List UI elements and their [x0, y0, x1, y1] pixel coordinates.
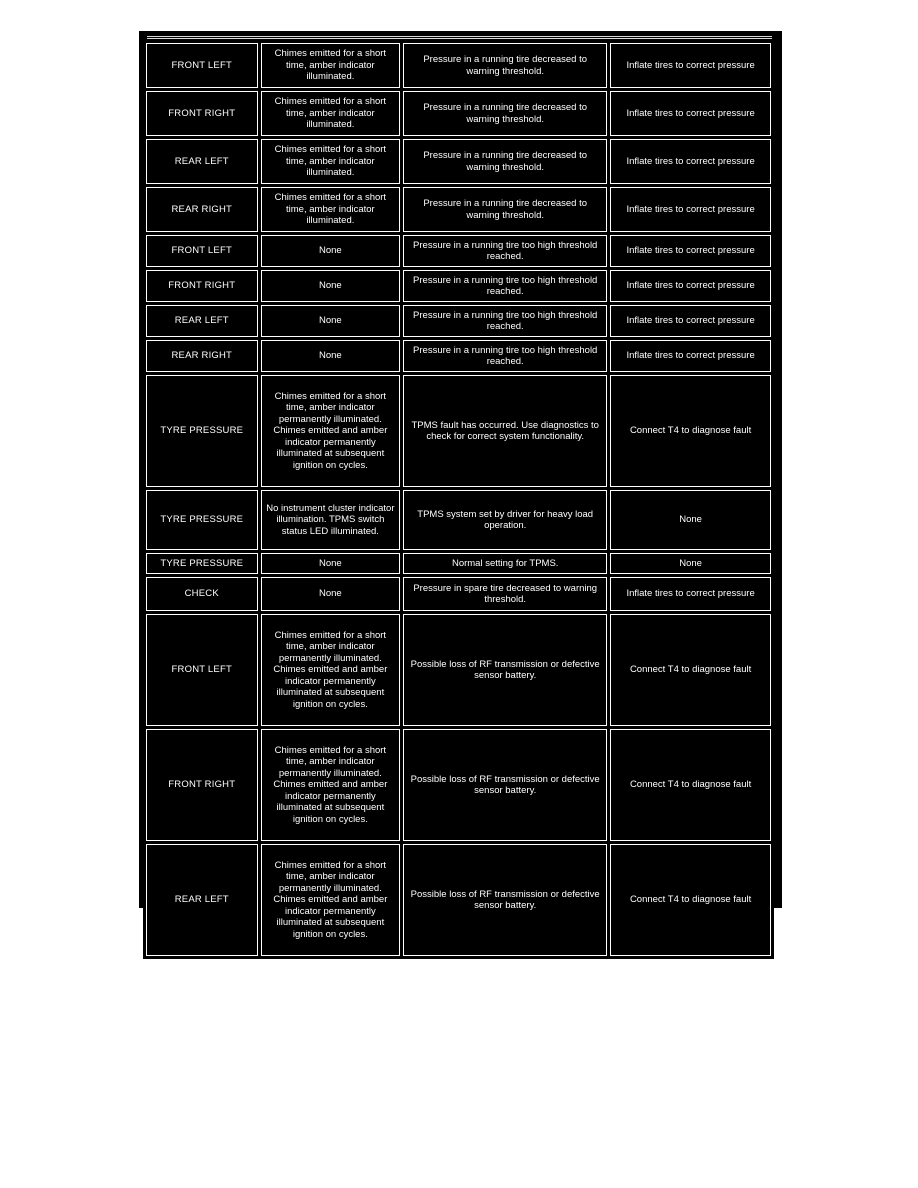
table-row — [146, 91, 771, 136]
cell-cause: TPMS system set by driver for heavy load operation. — [403, 490, 607, 550]
cell-action: Inflate tires to correct pressure — [610, 43, 771, 88]
table-top-rule-secondary — [147, 38, 772, 39]
cell-location: FRONT RIGHT — [146, 270, 258, 302]
cell-cause: Possible loss of RF transmission or defective sensor battery. — [403, 844, 607, 956]
cell-location: REAR LEFT — [146, 139, 258, 184]
tpms-warning-table — [143, 40, 774, 959]
table-row — [146, 577, 771, 611]
cell-location: FRONT RIGHT — [146, 729, 258, 841]
table-row — [146, 340, 771, 372]
table-row — [146, 139, 771, 184]
table-body — [146, 43, 771, 956]
cell-indication: Chimes emitted for a short time, amber indicator illuminated. — [261, 139, 401, 184]
cell-action: Inflate tires to correct pressure — [610, 235, 771, 267]
cell-cause: Pressure in a running tire decreased to warning threshold. — [403, 187, 607, 232]
table-row — [146, 844, 771, 956]
cell-cause: Possible loss of RF transmission or defective sensor battery. — [403, 614, 607, 726]
cell-indication: Chimes emitted for a short time, amber indicator illuminated. — [261, 43, 401, 88]
cell-action: Inflate tires to correct pressure — [610, 139, 771, 184]
table-top-rule — [147, 36, 772, 37]
cell-action: Inflate tires to correct pressure — [610, 91, 771, 136]
cell-indication: Chimes emitted for a short time, amber indicator permanently illuminated. Chimes emitted and amber indicator permanently illuminated at subsequent ignition on cycles. — [261, 614, 401, 726]
cell-indication: None — [261, 235, 401, 267]
cell-indication: Chimes emitted for a short time, amber indicator permanently illuminated. Chimes emitted and amber indicator permanently illuminated at subsequent ignition on cycles. — [261, 729, 401, 841]
table-row — [146, 305, 771, 337]
cell-indication: None — [261, 553, 401, 574]
cell-cause: Pressure in a running tire decreased to warning threshold. — [403, 139, 607, 184]
cell-location: FRONT LEFT — [146, 235, 258, 267]
cell-indication: None — [261, 270, 401, 302]
cell-cause: Pressure in a running tire too high threshold reached. — [403, 235, 607, 267]
tpms-warning-table-block — [139, 31, 782, 940]
cell-action: Inflate tires to correct pressure — [610, 340, 771, 372]
cell-indication: Chimes emitted for a short time, amber indicator permanently illuminated. Chimes emitted and amber indicator permanently illuminated at subsequent ignition on cycles. — [261, 844, 401, 956]
table-row — [146, 270, 771, 302]
cell-indication: Chimes emitted for a short time, amber indicator permanently illuminated. Chimes emitted and amber indicator permanently illuminated at subsequent ignition on cycles. — [261, 375, 401, 487]
cell-location: FRONT RIGHT — [146, 91, 258, 136]
table-row — [146, 729, 771, 841]
table-row — [146, 553, 771, 574]
cell-indication: Chimes emitted for a short time, amber indicator illuminated. — [261, 187, 401, 232]
cell-action: Inflate tires to correct pressure — [610, 305, 771, 337]
cell-cause: Possible loss of RF transmission or defective sensor battery. — [403, 729, 607, 841]
cell-location: FRONT LEFT — [146, 43, 258, 88]
cell-location: TYRE PRESSURE — [146, 490, 258, 550]
cell-cause: Pressure in a running tire too high threshold reached. — [403, 270, 607, 302]
cell-cause: Pressure in a running tire too high threshold reached. — [403, 305, 607, 337]
cell-indication: None — [261, 577, 401, 611]
cell-location: REAR RIGHT — [146, 187, 258, 232]
cell-indication: No instrument cluster indicator illumination. TPMS switch status LED illuminated. — [261, 490, 401, 550]
cell-cause: Pressure in a running tire decreased to warning threshold. — [403, 91, 607, 136]
cell-location: REAR RIGHT — [146, 340, 258, 372]
cell-cause: Pressure in spare tire decreased to warning threshold. — [403, 577, 607, 611]
cell-action: None — [610, 490, 771, 550]
cell-action: Inflate tires to correct pressure — [610, 270, 771, 302]
cell-action: Connect T4 to diagnose fault — [610, 375, 771, 487]
cell-action: Connect T4 to diagnose fault — [610, 614, 771, 726]
table-row — [146, 43, 771, 88]
cell-location: FRONT LEFT — [146, 614, 258, 726]
cell-location: CHECK — [146, 577, 258, 611]
table-row — [146, 187, 771, 232]
cell-action: Inflate tires to correct pressure — [610, 187, 771, 232]
cell-action: None — [610, 553, 771, 574]
cell-action: Connect T4 to diagnose fault — [610, 844, 771, 956]
table-row — [146, 614, 771, 726]
cell-location: REAR LEFT — [146, 305, 258, 337]
cell-cause: Pressure in a running tire decreased to warning threshold. — [403, 43, 607, 88]
cell-location: REAR LEFT — [146, 844, 258, 956]
table-row — [146, 235, 771, 267]
table-row — [146, 375, 771, 487]
cell-indication: None — [261, 340, 401, 372]
cell-location: TYRE PRESSURE — [146, 553, 258, 574]
cell-cause: TPMS fault has occurred. Use diagnostics to check for correct system functionality. — [403, 375, 607, 487]
cell-indication: Chimes emitted for a short time, amber indicator illuminated. — [261, 91, 401, 136]
cell-cause: Pressure in a running tire too high threshold reached. — [403, 340, 607, 372]
cell-action: Inflate tires to correct pressure — [610, 577, 771, 611]
cell-location: TYRE PRESSURE — [146, 375, 258, 487]
cell-cause: Normal setting for TPMS. — [403, 553, 607, 574]
cell-action: Connect T4 to diagnose fault — [610, 729, 771, 841]
cell-indication: None — [261, 305, 401, 337]
table-row — [146, 490, 771, 550]
